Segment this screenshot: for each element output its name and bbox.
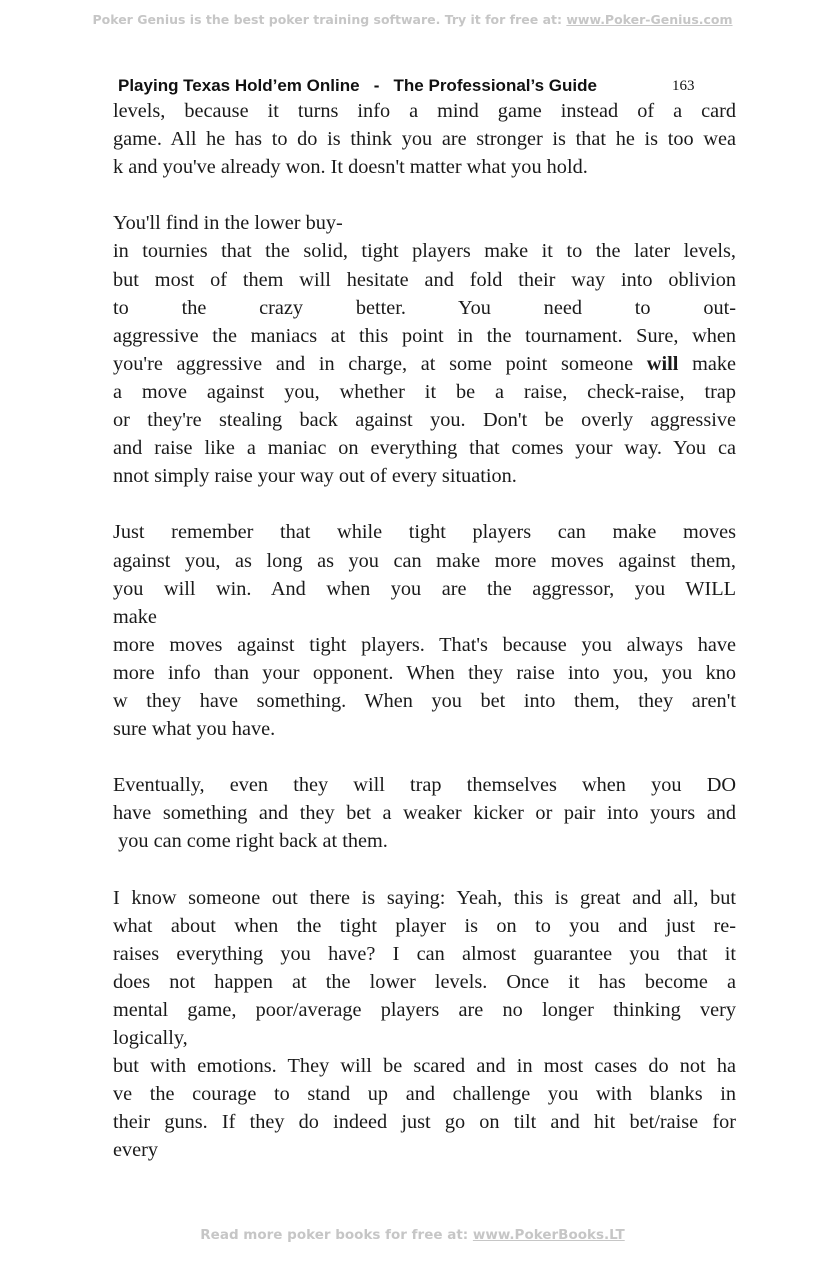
book-title: Playing Texas Hold’em Online - The Professional’s Guide [118,76,597,95]
emphasis-word: will [646,352,679,375]
text-line: you will win. And when you are the aggressor, you WILL [113,577,736,600]
page-body-text [113,97,736,1165]
pokerbooks-link[interactable]: www.PokerBooks.LT [472,1227,625,1243]
text-line: to the crazy better. You need to out- [113,296,736,319]
text-line: levels, because it turns info a mind game instead of a card [113,100,736,122]
text-line: aggressive the maniacs at this point in the tournament. Sure, when [113,324,736,347]
text-line: Just remember that while tight players can make moves [113,521,736,544]
paragraph-gap [113,181,736,209]
text-line: have something and they bet a weaker kicker or pair into yours and [113,802,736,825]
text-line: Eventually, even they will trap themselves when you DO [113,774,736,797]
paragraph-gap [113,490,736,518]
text-line: raises everything you have? I can almost guarantee you that it [113,942,736,965]
text-line: in tournies that the solid, tight players make it to the later levels, [113,240,736,263]
paragraph-gap [113,856,736,884]
poker-genius-link[interactable]: www.Poker-Genius.com [566,12,733,27]
text-line: I know someone out there is saying: Yeah, this is great and all, but [113,886,736,909]
text-line: more info than your opponent. When they raise into you, you kno [113,661,736,684]
text-line: mental game, poor/average players are no longer thinking very [113,999,736,1021]
text-span: you're aggressive and in charge, at some point someone [113,352,647,375]
top-promo-banner [0,12,825,27]
text-line: but with emotions. They will be scared and in most cases do not ha [113,1055,736,1078]
text-line: or they're stealing back against you. Don't be overly aggressive [113,409,736,432]
text-line: logically, [113,1027,188,1050]
text-line: does not happen at the lower levels. Once it has become a [113,970,736,993]
text-line: make [113,605,157,628]
text-line: and raise like a maniac on everything that comes your way. You ca [113,437,736,460]
text-line: every [113,1139,159,1162]
text-line: against you, as long as you can make more moves against them, [113,549,736,572]
text-line [113,350,736,378]
text-line: more moves against tight players. That's because you always have [113,633,736,656]
page-number: 163 [672,78,695,94]
text-line: but most of them will hesitate and fold their way into oblivion [113,268,736,291]
text-line: You'll find in the lower buy- [113,212,343,235]
footer-text: Read more poker books for free at: [200,1227,473,1243]
bottom-promo-banner [0,1227,825,1243]
top-banner-text: Poker Genius is the best poker training software. Try it for free at: [92,12,567,27]
text-line: w they have something. When you bet into them, they aren't [113,689,736,712]
text-line: what about when the tight player is on to you and just re- [113,914,736,937]
text-line: game. All he has to do is think you are stronger is that he is too wea [113,128,736,151]
text-line: sure what you have. [113,718,276,741]
text-line: ve the courage to stand up and challenge you with blanks in [113,1083,736,1106]
text-line: k and you've already won. It doesn't matter what you hold. [113,156,588,179]
text-line: nnot simply raise your way out of every situation. [113,465,517,488]
text-line: their guns. If they do indeed just go on tilt and hit bet/raise for [113,1111,736,1134]
running-header [118,76,728,98]
paragraph-gap [113,743,736,771]
text-span: make [678,352,736,375]
text-line: you can come right back at them. [113,830,388,853]
text-line: a move against you, whether it be a raise, check-raise, trap [113,380,736,403]
